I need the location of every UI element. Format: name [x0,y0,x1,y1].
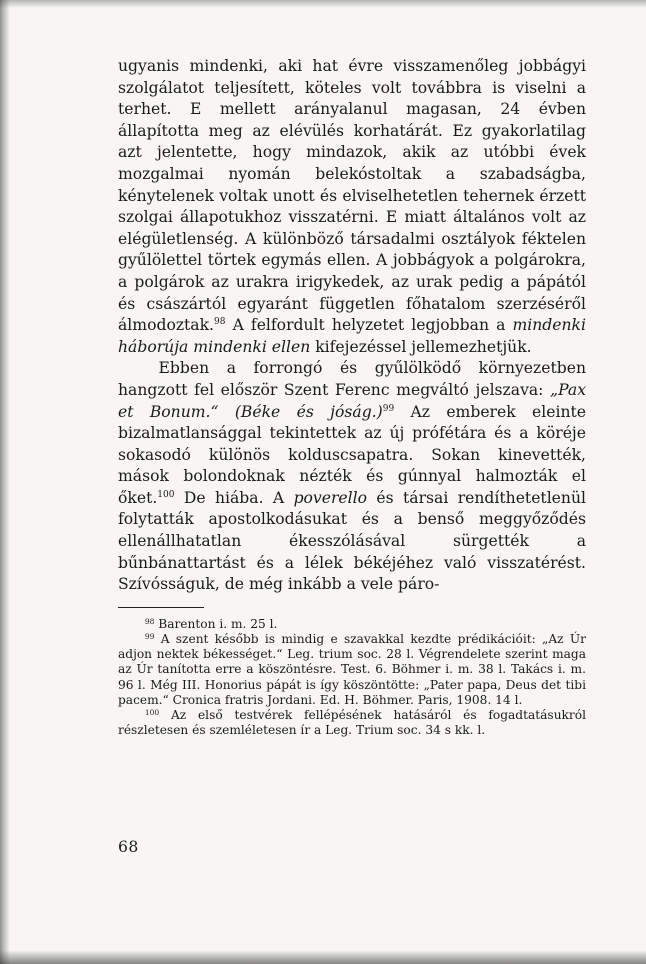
footnote [118,632,586,708]
text-run: ugyanis mindenki, aki hat évre visszamenőleg jobbágyi szolgálatot teljesített, köteles volt továbbra is viselni a terhet. E mellett arányalanul magasan, 24 évben állapította meg az elévülés korhatárát. Ez gyakorlatilag azt jelentette, hogy mindazok, akik az utóbbi évek mozgalmai nyomán belekóstoltak a szabadságba, kénytelenek voltak unott és elviselhetetlen tehernek érzett szolgai állapotukhoz visszatérni. E miatt általános volt az elégületlenség. A különböző társadalmi osztályok féktelen gyűlölettel törtek egymás ellen. A jobbágyok a polgárokra, a polgárok az urakra irigykedek, az urak pedig a pápától és császártól egyaránt független főhatalom szerzéséről álmodoztak. [118,57,586,335]
footnote [118,708,586,738]
footnote-text: Barenton i. m. 25 l. [154,616,278,631]
page-number: 68 [118,838,139,856]
italic-text: mindenki háborúja mindenki ellen [118,316,586,356]
italic-text: poverello [293,488,368,507]
footnote-reference: 98 [214,317,226,328]
footnote-separator [118,607,204,608]
scan-edge-bottom [0,950,646,964]
footnote [118,617,586,632]
body-text [118,56,586,596]
footnotes [118,617,586,739]
paragraph [118,56,586,358]
footnote-number: 98 [144,616,155,626]
text-run: De hiába. A [174,488,294,507]
paragraph [118,358,586,596]
text-run: Az emberek eleinte bizalmatlansággal tekintettek az új prófétára és a köréje sokasodó különös kolduscsapatra. Sokan kinevették, mások bolondoknak nézték és gúnnyal halmozták el őket. [118,402,586,507]
footnote-number: 99 [144,632,155,642]
text-run: és társai rendíthetetlenül folytatták apostolkodásukat és a benső meggyőződés ellenállhatatlan ékesszólásával sürgették a bűnbánattartást és a lélek békéjéhez való visszatérést. Szívósságuk, de még inkább a vele páro- [118,488,586,594]
footnote-number: 100 [144,708,160,718]
scan-edge-top [0,0,646,8]
footnote-reference: 100 [157,489,175,500]
italic-text: „Pax et Bonum.“ (Béke és jóság.) [118,380,586,421]
text-run: Ebben a forrongó és gyűlölködő környezetben hangzott fel először Szent Ferenc megváltó jelszava: [118,359,586,399]
footnote-reference: 99 [382,403,395,414]
scan-edge-left [0,0,10,964]
text-run: kifejezéssel jellemezhetjük. [310,337,532,356]
footnote-text: Az első testvérek fellépésének hatásáról és fogadtatásukról részletesen és szemléletesen ír a Leg. Trium soc. 34 s kk. l. [118,708,586,738]
footnote-text: A szent később is mindig e szavakkal kezdte prédikációit: „Az Úr adjon nektek békességet.“ Leg. trium soc. 28 l. Végrendelete szerint maga az Úr tanította erre a köszöntésre. Test. 6. Böhmer i. m. 38 l. Takács i. m. 96 l. Még III. Honorius pápát is így köszöntötte: „Pater papa, Deus det tibi pacem.“ Cronica fratris Jordani. Ed. H. Böhmer. Paris, 1908. 14 l. [118,632,586,707]
text-run: A felfordult helyzetet legjobban a [225,316,513,335]
book-page [118,56,586,738]
